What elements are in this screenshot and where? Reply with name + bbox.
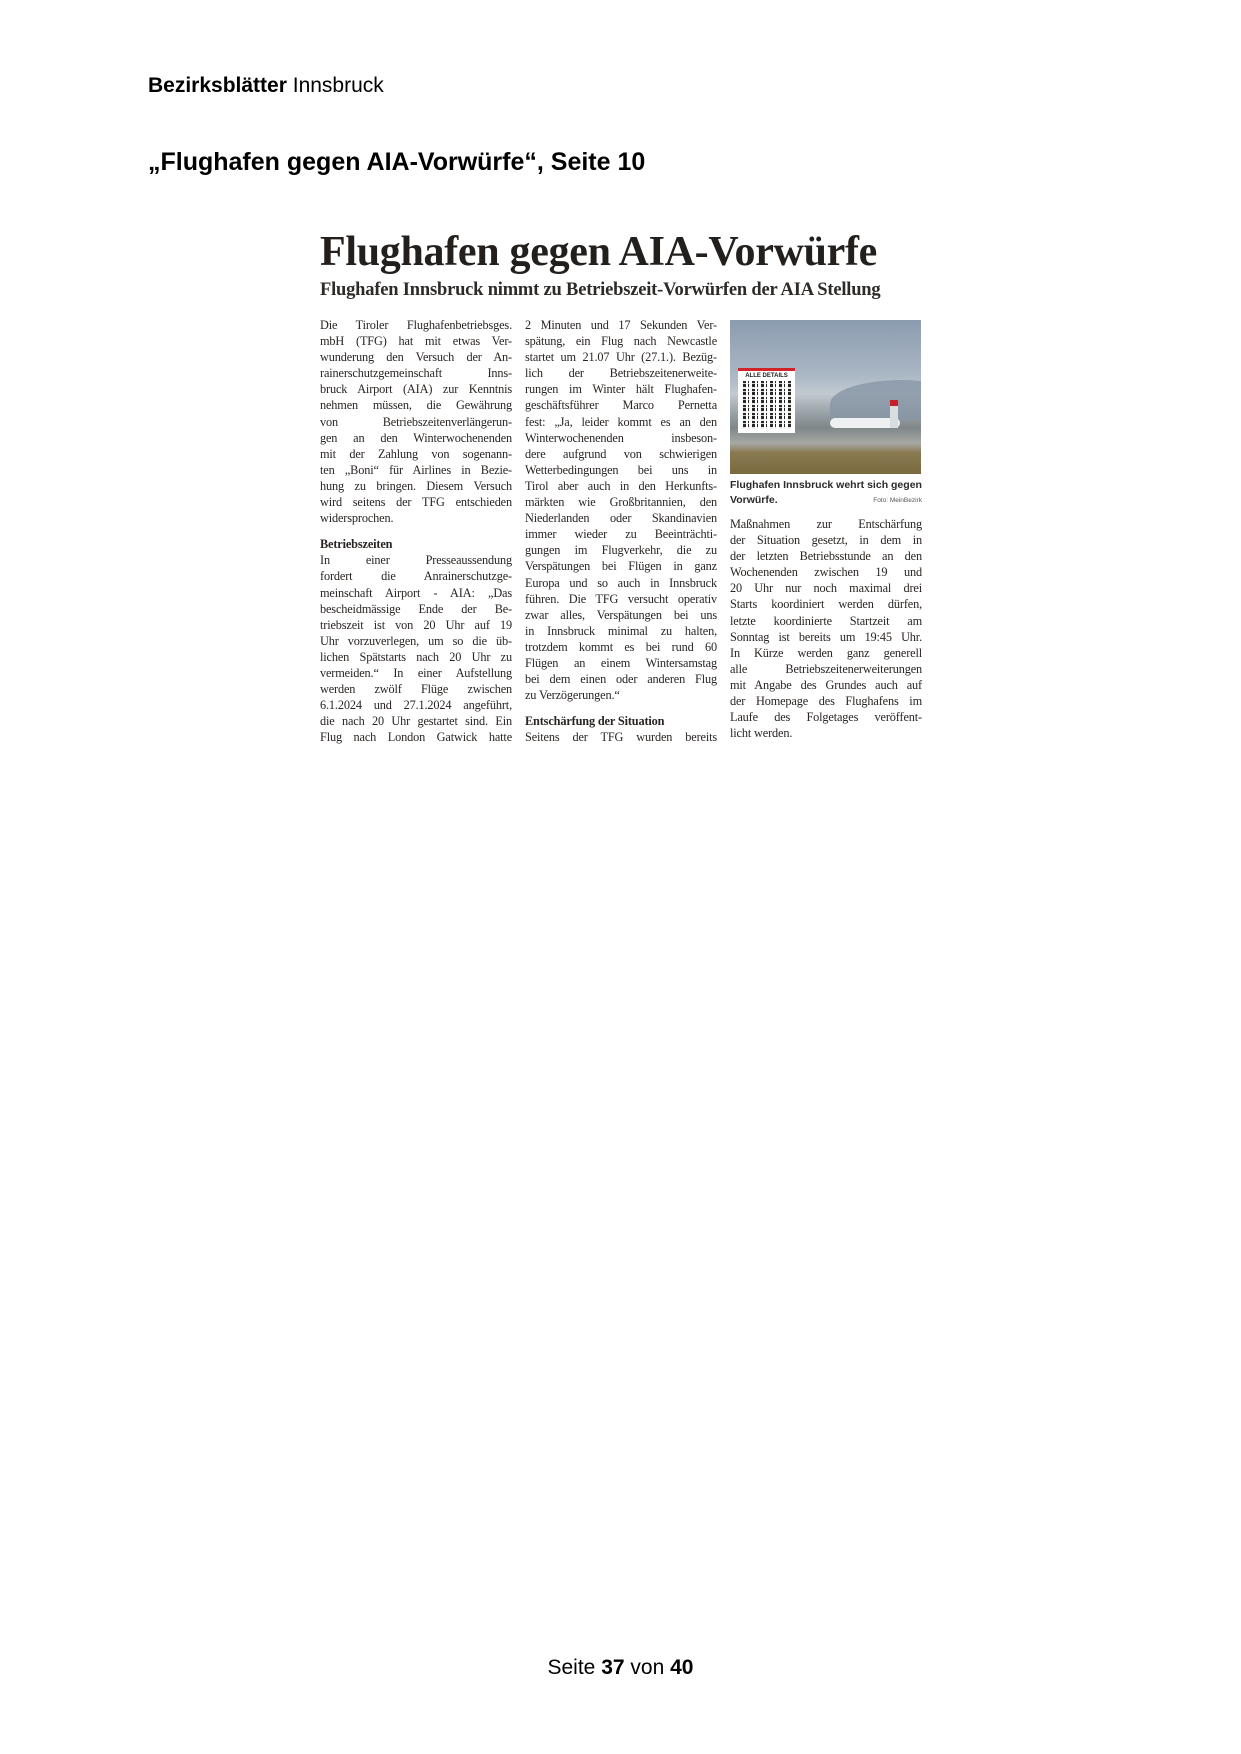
text-line: 6.1.2024 und 27.1.2024 angeführt, (320, 698, 512, 713)
text-line: märkten wie Großbritannien, den (525, 495, 717, 510)
text-line: vermeiden.“ In einer Aufstellung (320, 665, 512, 680)
text-line: Sonntag ist bereits um 19:45 Uhr. (730, 629, 922, 644)
photo-caption (730, 478, 922, 508)
text-line: Maßnahmen zur Entschärfung (730, 517, 922, 531)
text-line: 2 Minuten und 17 Sekunden Ver- (525, 318, 717, 332)
text-line: Verspätungen bei Flügen in ganz (525, 559, 717, 574)
airport-photo (730, 320, 921, 474)
text-line: trotzdem kommt es bei rund 60 (525, 639, 717, 654)
footer-prefix: Seite (547, 1656, 596, 1679)
qr-code-box[interactable] (738, 368, 795, 433)
text-line: wird seitens der TFG entschieden (320, 495, 512, 510)
text-line: dere aufgrund von schwierigen (525, 446, 717, 461)
text-line: spätung, ein Flug nach Newcastle (525, 334, 717, 349)
publication-bold: Bezirksblätter (148, 74, 287, 97)
headline: Flughafen gegen AIA-Vorwürfe (320, 229, 878, 275)
text-line: fest: „Ja, leider kommt es an den (525, 414, 717, 429)
column-3 (730, 516, 922, 741)
text-line: fordert die Anrainerschutzge- (320, 569, 512, 584)
text-line: gungen im Flugverkehr, die zu (525, 543, 717, 558)
text-line: der Situation gesetzt, in dem in (730, 533, 922, 548)
text-line: bescheidmässige Ende der Be- (320, 601, 512, 616)
qr-code-icon (743, 381, 791, 429)
text-line: bei dem einen oder anderen Flug (525, 672, 717, 687)
page-footer (0, 1656, 1241, 1680)
text-line: geschäftsführer Marco Pernetta (525, 398, 717, 413)
text-line: Wetterbedingungen bei uns in (525, 462, 717, 477)
text-line: lichen Spätstarts nach 20 Uhr zu (320, 649, 512, 664)
airplane-tail (890, 400, 898, 428)
text-line: 20 Uhr nur noch maximal drei (730, 581, 922, 596)
text-line: Flug nach London Gatwick hatte (320, 730, 512, 745)
text-line: lich der Betriebszeitenerweite- (525, 366, 717, 381)
text-line: Europa und so auch in Innsbruck (525, 575, 717, 590)
publication-region: Innsbruck (292, 74, 384, 97)
text-line: wunderung den Versuch der An- (320, 350, 512, 365)
text-line: Tirol aber auch in den Herkunfts- (525, 478, 717, 493)
column-2 (525, 317, 717, 745)
text-line: letzte koordinierte Startzeit am (730, 613, 922, 628)
text-line: von Betriebszeitenverlängerun- (320, 414, 512, 429)
text-line: Niederlanden oder Skandinavien (525, 511, 717, 526)
text-line: mit Angabe des Grundes auch auf (730, 677, 922, 692)
text-line: In einer Presseaussendung (320, 553, 512, 568)
section-heading: Betriebszeiten (320, 537, 393, 552)
text-line: ten „Boni“ für Airlines in Bezie- (320, 462, 512, 477)
text-line: der Homepage des Flughafens im (730, 694, 922, 709)
text-line: Die Tiroler Flughafenbetriebsges. (320, 318, 512, 332)
text-line: Laufe des Folgetages veröffent- (730, 710, 922, 725)
text-line: führen. Die TFG versucht operativ (525, 591, 717, 606)
caption-text: Flughafen Innsbruck wehrt sich gegen Vorwürfe. (730, 479, 922, 506)
publication-name (148, 74, 384, 98)
footer-von: von (630, 1656, 665, 1679)
qr-label: ALLE DETAILS (745, 373, 788, 379)
text-line: in Innsbruck minimal zu halten, (525, 623, 717, 638)
text-line: Flügen an einem Wintersamstag (525, 655, 717, 670)
text-line: die nach 20 Uhr gestartet sind. Ein (320, 714, 512, 729)
subheadline: Flughafen Innsbruck nimmt zu Betriebszeit-Vorwürfen der AIA Stellung (320, 280, 881, 300)
text-line: hung zu bringen. Diesem Versuch (320, 478, 512, 493)
text-line: zwar alles, Verspätungen bei uns (525, 607, 717, 622)
text-line: zu Verzögerungen.“ (525, 688, 620, 703)
text-line: gen an den Winterwochenenden (320, 430, 512, 445)
text-line: werden zwölf Flüge zwischen (320, 682, 512, 697)
text-line: In Kürze werden ganz generell (730, 645, 922, 660)
text-line: mbH (TFG) hat mit etwas Ver- (320, 334, 512, 349)
current-page: 37 (601, 1656, 625, 1679)
text-line: rungen im Winter hält Flughafen- (525, 382, 717, 397)
newspaper-clipping (318, 222, 928, 752)
text-line: startet um 21.07 Uhr (27.1.). Bezüg- (525, 350, 717, 365)
section-heading: Entschärfung der Situation (525, 714, 665, 729)
text-line: der letzten Betriebsstunde an den (730, 549, 922, 564)
text-line: meinschaft Airport - AIA: „Das (320, 585, 512, 600)
photo-credit: Foto: MeinBezirk (873, 497, 922, 504)
text-line: Seitens der TFG wurden bereits (525, 730, 717, 745)
text-line: Winterwochenenden insbeson- (525, 430, 717, 445)
text-line: mit der Zahlung von sogenann- (320, 446, 512, 461)
article-reference-title: „Flughafen gegen AIA-Vorwürfe“, Seite 10 (148, 148, 646, 176)
text-line: rainerschutzgemeinschaft Inns- (320, 366, 512, 381)
text-line: nehmen müssen, die Gewährung (320, 398, 512, 413)
text-line: triebszeit ist von 20 Uhr auf 19 (320, 617, 512, 632)
text-line: Uhr vorzuverlegen, um so die üb- (320, 633, 512, 648)
text-line: Wochenenden zwischen 19 und (730, 565, 922, 580)
text-line: alle Betriebszeitenerweiterungen (730, 661, 922, 676)
text-line: licht werden. (730, 726, 793, 741)
column-1 (320, 317, 512, 745)
text-line: Starts koordiniert werden dürfen, (730, 597, 922, 612)
text-line: bruck Airport (AIA) zur Kenntnis (320, 382, 512, 397)
total-pages: 40 (670, 1656, 694, 1679)
text-line: widersprochen. (320, 511, 394, 526)
mountain-shape (830, 380, 921, 420)
text-line: immer wieder zu Beeinträchti- (525, 527, 717, 542)
